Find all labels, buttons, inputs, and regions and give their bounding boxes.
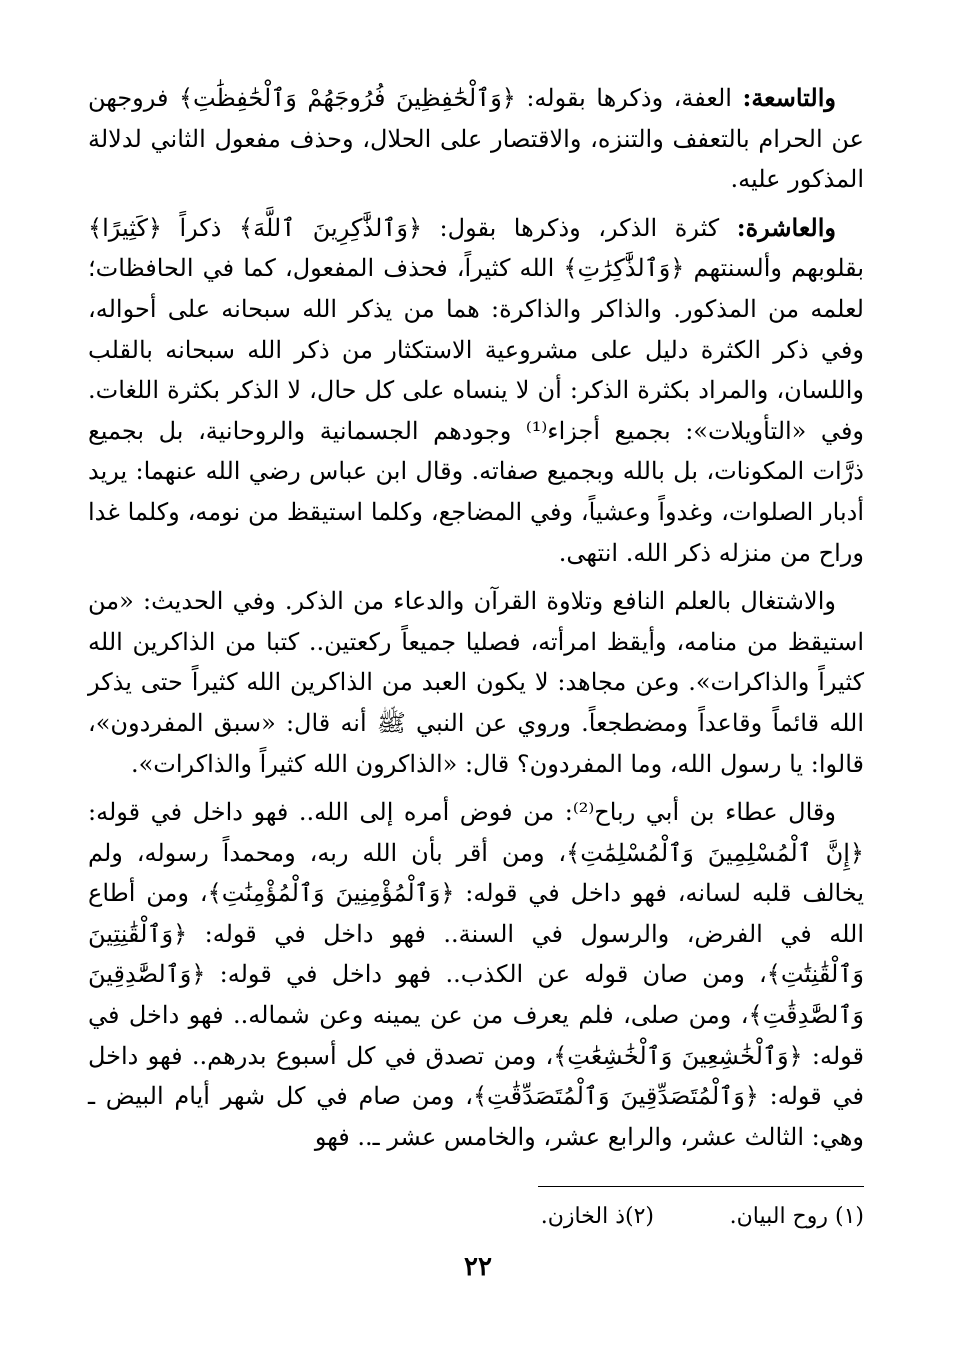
footnote-divider bbox=[538, 1186, 864, 1187]
page-body bbox=[88, 78, 864, 1165]
footnote-1: (١) روح البيان. bbox=[729, 1204, 864, 1229]
paragraph-text: العفة، وذكرها بقوله: ﴿وَٱلْحَٰفِظِينَ فُرُوجَهُمْ وَٱلْحَٰفِظَٰتِ﴾ فروجهن عن الحرام بالتعفف والتنزه، والاقتصار على الحلال، وحذف مفعول الثاني لدلالة المذكور عليه. bbox=[88, 84, 864, 194]
footnotes bbox=[300, 1200, 864, 1240]
page-number: ٢٢ bbox=[464, 1252, 492, 1282]
footnote-2: (٢)ذ الخازن. bbox=[540, 1204, 654, 1229]
paragraph-text: وقال عطاء بن أبي رباح⁽²⁾: من فوض أمره إلى الله.. فهو داخل في قوله: ﴿إِنَّ ٱلْمُسْلِمِينَ وَٱلْمُسْلِمَٰتِ﴾، ومن أقر بأن الله ربه، ومحمداً رسوله، ولم يخالف قلبه لسانه، فهو داخل في قوله: ﴿وَٱلْمُؤْمِنِينَ وَٱلْمُؤْمِنَٰتِ﴾، ومن أطاع الله في الفرض، والرسول في السنة.. فهو داخل في قوله: ﴿وَٱلْقَٰنِتِينَ وَٱلْقَٰنِتَٰتِ﴾، ومن صان قوله عن الكذب.. فهو داخل في قوله: ﴿وَٱلصَّٰدِقِينَ وَٱلصَّٰدِقَٰتِ﴾، ومن صلى، فلم يعرف من عن يمينه وعن شماله.. فهو داخل في قوله: ﴿وَٱلْخَٰشِعِينَ وَٱلْخَٰشِعَٰتِ﴾، ومن تصدق في كل أسبوع بدرهم.. فهو داخل في قوله: ﴿وَٱلْمُتَصَدِّقِينَ وَٱلْمُتَصَدِّقَٰتِ﴾، ومن صام في كل شهر أيام البيض ـ وهي: الثالث عشر، والرابع عشر، والخامس عشر ـ.. فهو bbox=[88, 798, 864, 1151]
paragraph-tenth bbox=[88, 208, 864, 573]
paragraph-text: كثرة الذكر، وذكرها بقول: ﴿وَٱلذَّٰكِرِينَ ٱللَّهَ﴾ ذكراً ﴿كَثِيرًا﴾ بقلوبهم وألسنتهم ﴿وَٱلذَّٰكِرَٰتِ﴾ الله كثيراً، فحذف المفعول، كما في الحافظات؛ لعلمه من المذكور. والذاكر والذاكرة: هما من يذكر الله سبحانه على أحواله، وفي ذكر الكثرة دليل على مشروعية الاستكثار من ذكر الله سبحانه بالقلب واللسان، والمراد بكثرة الذكر: أن لا ينساه على كل حال، لا الذكر بكثرة اللغات. وفي «التأويلات»: بجميع أجزاء⁽¹⁾ وجودهم الجسمانية والروحانية، بل بجميع ذرَّات المكونات، بل بالله وبجميع صفاته. وقال ابن عباس رضي الله عنهما: يريد أدبار الصلوات، وغدواً وعشياً، وفي المضاجع، وكلما استيقظ من نومه، وكلما غدا وراح من منزله ذكر الله. انتهى. bbox=[88, 213, 865, 567]
paragraph-remembrance bbox=[88, 581, 864, 784]
paragraph-ata bbox=[88, 792, 864, 1157]
paragraph-text: والاشتغال بالعلم النافع وتلاوة القرآن والدعاء من الذكر. وفي الحديث: «من استيقظ من منامه، وأيقظ امرأته، فصليا جميعاً ركعتين.. كتبا من الذاكرين الله كثيراً والذاكرات». وعن مجاهد: لا يكون العبد من الذاكرين الله كثيراً حتى يذكر الله قائماً وقاعداً ومضطجعاً. وروي عن النبي ﷺ أنه قال: «سبق المفردون»، قالوا: يا رسول الله، وما المفردون؟ قال: «الذاكرون الله كثيراً والذاكرات». bbox=[88, 587, 864, 778]
paragraph-lead: والتاسعة: bbox=[742, 83, 836, 112]
paragraph-ninth bbox=[88, 78, 864, 200]
paragraph-lead: والعاشرة: bbox=[736, 212, 836, 242]
